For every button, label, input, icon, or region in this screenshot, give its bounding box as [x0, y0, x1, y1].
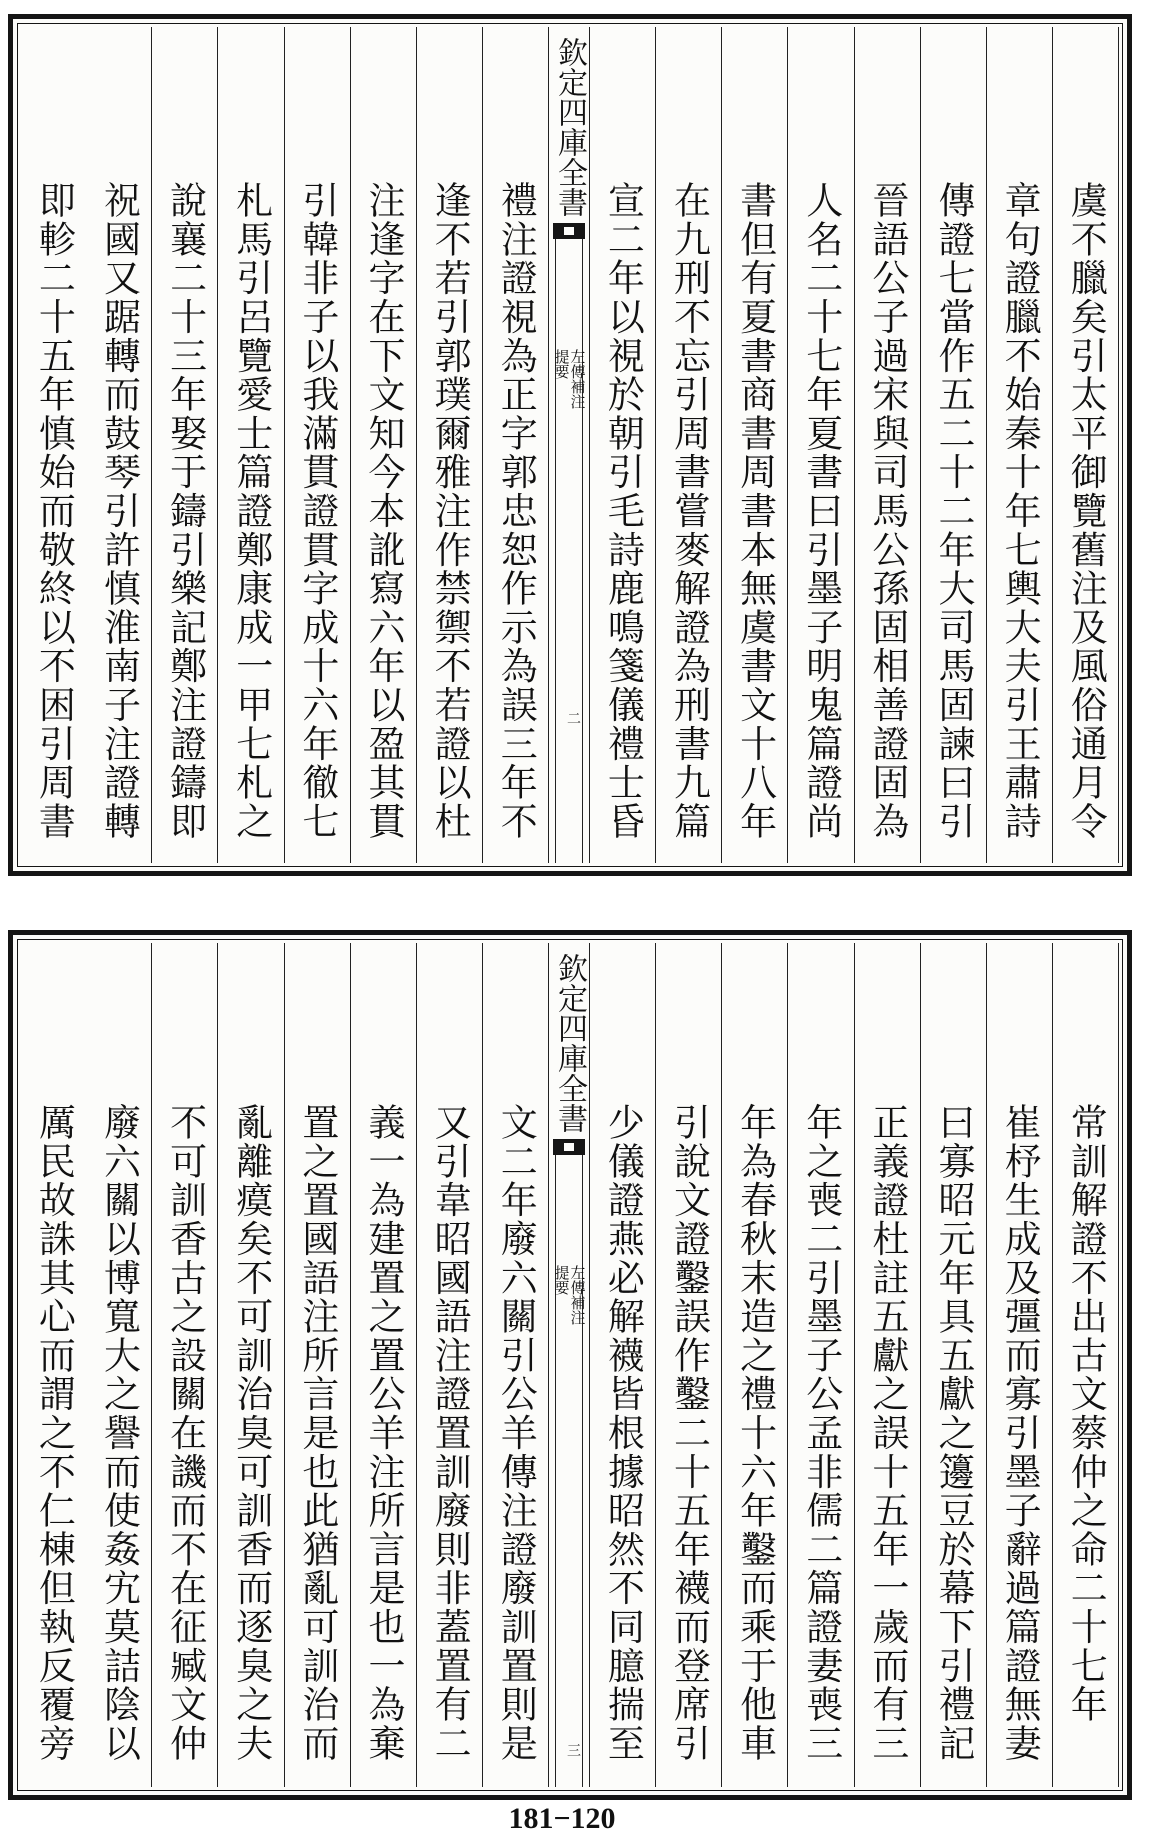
text-column: [86, 27, 152, 863]
text-column: [21, 943, 86, 1787]
page-footer-number: 181−120: [508, 1802, 616, 1835]
text-column: [152, 27, 218, 863]
column-text: 置之置國語注所言是也此猶亂可訓治而: [295, 1103, 339, 1763]
column-text: 廢六關以博寬大之譽而使姦宄莫詰陰以: [97, 1103, 141, 1763]
column-text: 引韓非子以我滿貫證貫字成十六年徹七: [295, 181, 339, 841]
column-text: 厲民故誅其心而謂之不仁棟但執反覆旁: [32, 1103, 76, 1763]
column-text: 宣二年以視於朝引毛詩鹿鳴箋儀禮士昏: [601, 181, 645, 841]
text-column: [417, 27, 483, 863]
column-text: 正義證杜註五獻之誤十五年一歲而有三: [865, 1103, 909, 1763]
column-text: 章句證臘不始秦十年七輿大夫引王肅詩: [998, 181, 1042, 841]
column-text: 又引韋昭國語注證置訓廢則非蓋置有二: [428, 1103, 472, 1763]
center-line: [552, 1155, 587, 1787]
text-column: [590, 27, 656, 863]
column-text: 義一為建置之置公羊注所言是也一為棄: [362, 1103, 405, 1763]
text-column: [987, 943, 1053, 1787]
column-text: 常訓解證不出古文蔡仲之命二十七年: [1064, 1103, 1108, 1724]
column-text: 祝國又踞轉而鼓琴引許慎淮南子注證轉: [97, 181, 141, 841]
center-subtitle-section: 提要: [552, 1265, 571, 1295]
text-column: [218, 27, 284, 863]
text-column: [152, 943, 218, 1787]
text-column: [987, 27, 1053, 863]
center-title: 欽定四庫全書: [552, 37, 587, 217]
text-column: [218, 943, 284, 1787]
text-column: [855, 943, 921, 1787]
text-column: [1053, 27, 1119, 863]
column-text: 注逢字在下文知今本訛寫六年以盈其貫: [362, 181, 405, 841]
column-text: 年為春秋末造之禮十六年鑿而乘于他車: [733, 1103, 777, 1763]
page-top: [8, 14, 1132, 876]
text-column: [590, 943, 656, 1787]
text-column: [285, 27, 351, 863]
text-column: [656, 943, 722, 1787]
text-column: [788, 27, 854, 863]
text-column: [417, 943, 483, 1787]
column-text: 亂離瘼矣不可訓治臭可訓香而逐臭之夫: [229, 1103, 273, 1763]
page-columns: [21, 943, 1119, 1787]
center-title: 欽定四庫全書: [552, 953, 587, 1133]
column-text: 札馬引呂覽愛士篇證鄭康成一甲七札之: [229, 181, 273, 841]
center-subtitle-section: 提要: [552, 349, 571, 379]
column-text: 引說文證鑿誤作鑿二十五年襪而登席引: [667, 1103, 711, 1763]
column-text: 逢不若引郭璞爾雅注作禁禦不若證以杜: [428, 181, 472, 841]
column-text: 崔杼生成及彊而寡引墨子辭過篇證無妻: [998, 1103, 1042, 1763]
column-text: 人名二十七年夏書曰引墨子明鬼篇證尚: [799, 181, 843, 841]
center-subtitle-book: 左傳補注: [568, 349, 587, 409]
text-column: [483, 943, 549, 1787]
fishtail-mark: [553, 1139, 585, 1155]
column-text: 在九刑不忘引周書嘗麥解證為刑書九篇: [667, 181, 711, 841]
text-column: [921, 27, 987, 863]
column-text: 曰寡昭元年具五獻之籩豆於幕下引禮記: [932, 1103, 975, 1763]
text-column: [788, 943, 854, 1787]
text-column: [483, 27, 549, 863]
column-text: 少儀證燕必解襪皆根據昭然不同臆揣至: [601, 1103, 645, 1763]
center-page-number: 三: [565, 1743, 581, 1757]
fishtail-mark: [553, 223, 585, 239]
text-column: [722, 27, 788, 863]
column-text: 虞不臘矣引太平御覽舊注及風俗通月令: [1064, 181, 1108, 841]
text-column: [722, 943, 788, 1787]
page-bottom: [8, 930, 1132, 1800]
center-column: [549, 27, 590, 863]
column-text: 書但有夏書商書周書本無虞書文十八年: [733, 181, 777, 841]
column-text: 傳證七當作五二十二年大司馬固諫曰引: [932, 181, 975, 841]
text-column: [351, 943, 417, 1787]
center-page-number: 二: [565, 711, 581, 725]
column-text: 說襄二十三年娶于鑄引樂記鄭注證鑄即: [163, 181, 207, 841]
column-text: 即軫二十五年慎始而敬終以不困引周書: [32, 181, 76, 841]
text-column: [855, 27, 921, 863]
page-columns: [21, 27, 1119, 863]
center-column: [549, 943, 590, 1787]
text-column: [656, 27, 722, 863]
center-subtitle: [552, 1265, 586, 1325]
column-text: 文二年廢六關引公羊傳注證廢訓置則是: [494, 1103, 538, 1763]
text-column: [1053, 943, 1119, 1787]
column-text: 禮注證視為正字郭忠恕作示為誤三年不: [494, 181, 538, 841]
text-column: [285, 943, 351, 1787]
column-text: 年之喪二引墨子公孟非儒二篇證妻喪三: [799, 1103, 843, 1763]
center-subtitle-book: 左傳補注: [568, 1265, 587, 1325]
center-subtitle: [552, 349, 586, 409]
text-column: [921, 943, 987, 1787]
column-text: 晉語公子過宋與司馬公孫固相善證固為: [865, 181, 909, 841]
text-column: [351, 27, 417, 863]
column-text: 不可訓香古之設關在譏而不在征臧文仲: [163, 1103, 207, 1763]
text-column: [86, 943, 152, 1787]
text-column: [21, 27, 86, 863]
center-line: [552, 239, 587, 863]
